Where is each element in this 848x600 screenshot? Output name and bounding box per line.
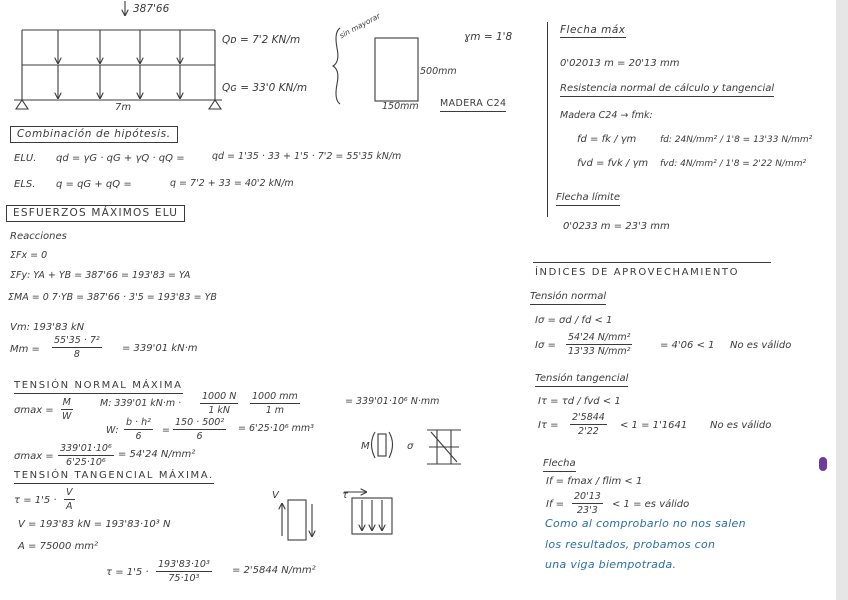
fraction-numerator: 1000 N [202,391,237,402]
tau-result: = 2'5844 N/mm² [232,565,316,576]
fraction-denominator: 8 [73,349,80,360]
ink-mark [819,457,827,471]
material-label: MADERA C24 [440,98,506,112]
indices-title: ÍNDICES DE APROVECHAMIENTO [535,267,740,278]
conversion-fraction-kn [200,391,238,416]
fraction-denominator: 6 [135,431,142,442]
fraction-denominator: 1 m [265,405,285,416]
shear-force: V = 193'83 kN = 193'83·10³ N [18,519,171,530]
elu-label: ELU. [14,153,37,164]
tau-fraction [64,487,75,512]
page-edge-shadow [836,0,848,600]
modulus-values-fraction [173,417,226,442]
normal-index-verdict: No es válido [730,340,792,351]
max-moment-result: = 339'01 kN·m [122,343,198,354]
tau-value-fraction [156,559,212,584]
fvd-formula: fvd = fvk / γm [577,158,649,169]
normal-index-result: = 4'06 < 1 [660,340,715,351]
efforts-title: ESFUERZOS MÁXIMOS ELU [6,205,185,222]
conclusion-line-1: Como al comprobarlo no nos salen [545,517,746,530]
max-deflection-title: Flecha máx [560,24,626,36]
resistance-title: Resistencia normal de cálculo y tangencial [560,83,774,97]
shear-index-label: Iτ = [538,420,559,431]
fraction-denominator: A [66,501,73,512]
total-load-value: 387'66 [133,3,170,15]
fraction-denominator: 75·10³ [168,573,200,584]
limit-deflection-value: 0'0233 m = 23'3 mm [563,221,670,232]
elu-formula: qd = γG · qG + γQ · qQ = [56,153,185,164]
sum-ma: ΣMA = 0 7·YB = 387'66 · 3'5 = 193'83 = YB [8,292,217,303]
fraction-numerator: 193'83·10³ [158,559,210,570]
deflection-index-label: If = [546,499,565,510]
material-strength-label: Madera C24 → fmk: [560,110,653,121]
fraction-denominator: 6'25·10⁶ [66,457,106,468]
els-value: q = 7'2 + 33 = 40'2 kN/m [170,178,294,189]
span-label: 7m [115,102,132,113]
moment-conversion-label: M: 339'01 kN·m · [100,398,182,409]
max-deflection-value: 0'02013 m = 20'13 mm [560,58,680,69]
deflection-index-fraction [572,491,603,516]
normal-index-label: Iσ = [535,340,556,351]
shear-stress-title: TENSIÓN TANGENCIAL MÁXIMA. [14,470,214,484]
support-right [209,100,221,109]
fraction-numerator: 54'24 N/mm² [568,332,631,343]
fraction-numerator: 55'35 · 7² [54,335,100,346]
sigma-label: σmax = [14,405,54,416]
normal-index-title: Tensión normal [530,291,606,305]
unfactored-note: sin mayorar [337,11,382,41]
shear-index-title: Tensión tangencial [535,373,628,387]
fraction-numerator: 1000 mm [252,391,298,402]
fraction-denominator: 1 kN [208,405,230,416]
limit-deflection-title: Flecha límite [556,192,620,206]
equals-sign: = [162,425,170,436]
elu-value: qd = 1'35 · 33 + 1'5 · 7'2 = 55'35 kN/m [212,151,402,162]
modulus-result: = 6'25·10⁶ mm³ [238,423,314,434]
shear-index-result: < 1 = 1'1641 [620,420,688,431]
fd-value: fd: 24N/mm² / 1'8 = 13'33 N/mm² [660,135,813,145]
max-moment-fraction [52,335,102,360]
max-moment-label: Mm = [10,344,40,355]
sigma-value-fraction [58,443,114,468]
sigma-result: = 54'24 N/mm² [118,449,196,460]
shear-index-fraction [570,412,607,437]
shear-index-verdict: No es válido [710,420,772,431]
sketch-tau-label: τ [342,490,349,501]
sketch-sigma-label: σ [407,441,414,452]
fraction-numerator: b · h² [126,417,151,428]
tau-label: τ = 1'5 · [14,495,57,506]
sketch-moment-label: M [361,441,370,452]
normal-index-formula: Iσ = σd / fd < 1 [535,315,613,326]
fraction-denominator: 13'33 N/mm² [568,346,631,357]
fvd-value: fvd: 4N/mm² / 1'8 = 2'22 N/mm² [660,159,807,169]
support-left [16,100,28,109]
fraction-numerator: 150 · 500² [175,417,225,428]
fraction-denominator: 2'22 [578,426,599,437]
beam-segment [378,434,386,456]
sigma-fraction [60,397,73,422]
section-rule [533,262,771,263]
section-rectangle [375,38,418,101]
gamma-m: ɣm = 1'8 [464,31,513,43]
reactions-label: Reacciones [10,231,67,242]
tau-value-label: τ = 1'5 · [106,567,149,578]
fraction-denominator: 6 [196,431,203,442]
sum-fx: ΣFx = 0 [10,250,48,261]
fraction-denominator: 23'3 [577,505,598,516]
max-shear: Vm: 193'83 kN [10,322,85,333]
moment-bracket-left [372,432,376,458]
section-area: A = 75000 mm² [18,541,99,552]
sum-fy: ΣFy: YA + YB = 387'66 = 193'83 = YA [10,270,191,281]
els-label: ELS. [14,179,36,190]
section-width: 150mm [382,101,419,112]
column-divider [547,22,548,217]
shear-index-formula: Iτ = τd / fvd < 1 [538,396,621,407]
shear-element [288,500,306,540]
fd-formula: fd = fk / γm [577,134,637,145]
hypothesis-title: Combinación de hipótesis. [10,126,178,143]
frame-load-diagram [0,0,232,118]
moment-conversion-result: = 339'01·10⁶ N·mm [345,396,440,407]
normal-index-fraction [566,332,632,357]
deflection-index-result: < 1 = es válido [612,499,690,510]
conclusion-line-3: una viga biempotrada. [545,558,677,571]
fraction-numerator: M [62,397,71,408]
fraction-numerator: V [66,487,73,498]
els-formula: q = qG + qQ = [56,179,132,190]
sketch-shear-label: V [272,490,279,501]
conversion-fraction-mm [250,391,300,416]
brace [333,28,340,104]
sigma-value-label: σmax = [14,451,54,462]
moment-bracket-right [389,432,393,458]
modulus-label: W: [106,425,119,436]
shear-sketch [270,486,405,546]
modulus-fraction [124,417,153,442]
normal-stress-title: TENSIÓN NORMAL MÁXIMA [14,380,183,394]
deflection-index-formula: If = fmax / flim < 1 [546,476,643,487]
fraction-numerator: 20'13 [574,491,601,502]
deflection-index-title: Flecha [543,458,576,472]
conclusion-line-2: los resultados, probamos con [545,538,716,551]
lower-load-label: Qɢ = 33'0 KN/m [222,82,308,94]
fraction-denominator: W [62,411,72,422]
fraction-numerator: 2'5844 [572,412,605,423]
bending-stress-sketch [355,422,465,472]
section-height: 500mm [420,66,457,77]
upper-load-label: Qᴅ = 7'2 KN/m [222,34,301,46]
fraction-numerator: 339'01·10⁶ [60,443,112,454]
